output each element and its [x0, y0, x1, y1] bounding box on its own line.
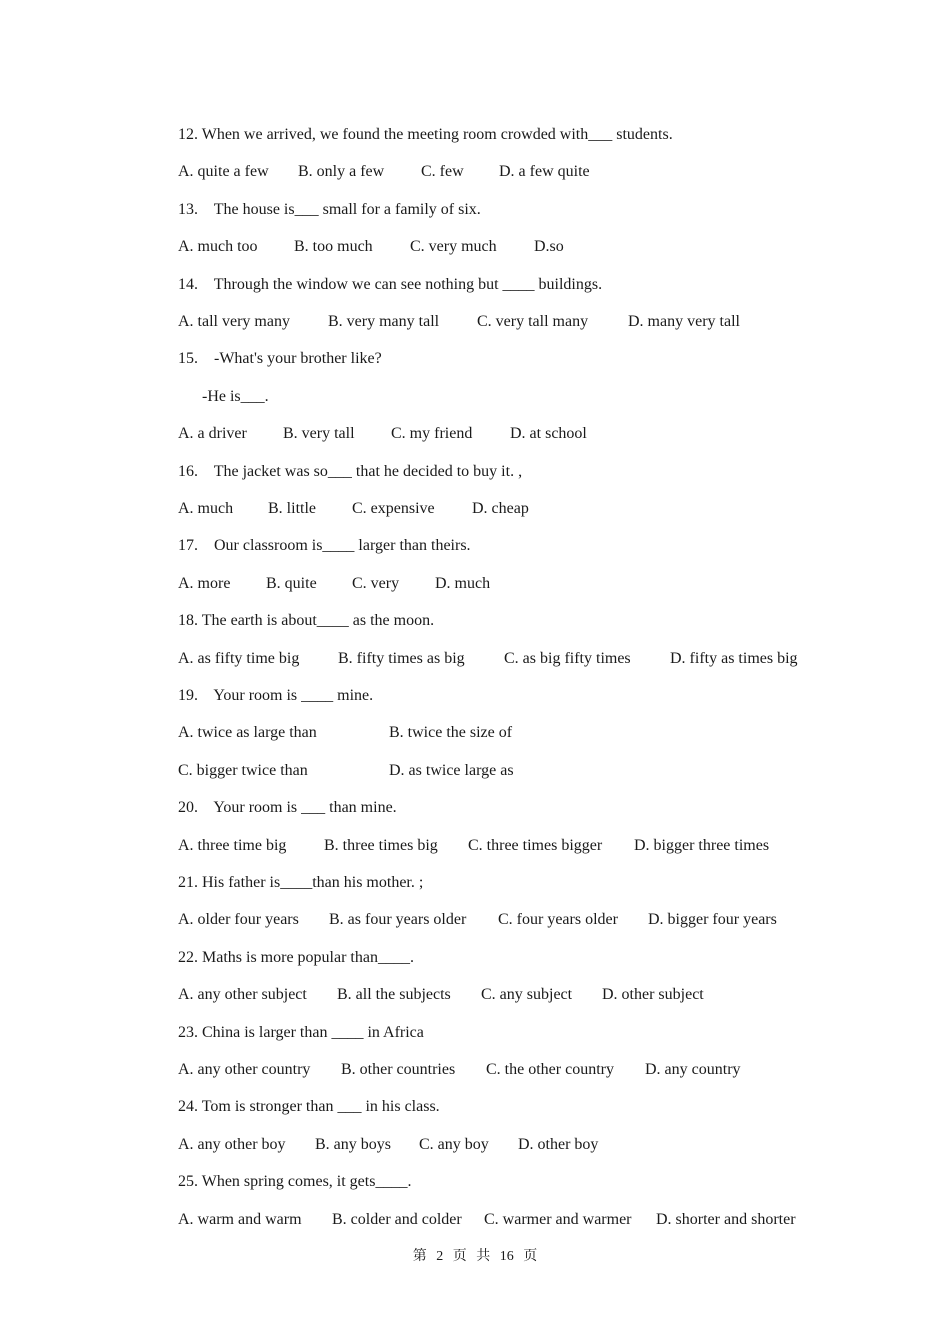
answer-option: D. shorter and shorter: [656, 1210, 796, 1228]
answer-option: C. warmer and warmer: [484, 1210, 632, 1228]
answer-option: A. older four years: [178, 911, 299, 929]
answer-option: D. at school: [510, 425, 587, 443]
answer-option: A. warm and warm: [178, 1210, 302, 1228]
answer-option: A. much: [178, 500, 234, 517]
answer-option: A. as fifty time big: [178, 649, 300, 667]
answer-option: A. twice as large than: [178, 724, 317, 742]
answer-option: C. very tall many: [477, 313, 589, 330]
answer-option: D. any country: [645, 1061, 741, 1078]
answer-option: C. as big fifty times: [504, 649, 631, 667]
question-text: 14. Through the window we can see nothing but ____ buildings.: [178, 275, 603, 293]
answer-option: B. all the subjects: [337, 986, 451, 1004]
answer-option: B. fifty times as big: [338, 649, 465, 667]
answer-option: D.so: [534, 238, 564, 256]
answer-option: D. other boy: [518, 1135, 599, 1153]
footer-gong: 共: [476, 1249, 491, 1264]
answer-option: A. quite a few: [178, 163, 269, 181]
answer-option: B. very tall: [283, 425, 355, 443]
question-text: 20. Your room is ___ than mine.: [178, 799, 397, 817]
answer-option: C. any boy: [419, 1135, 489, 1153]
question-text: 17. Our classroom is____ larger than theirs.: [178, 537, 471, 555]
answer-option: A. much too: [178, 238, 258, 256]
answer-option: C. very: [352, 574, 400, 592]
answer-option: B. very many tall: [328, 313, 440, 330]
answer-option: D. bigger three times: [634, 836, 770, 854]
question-text: 19. Your room is ____ mine.: [178, 687, 374, 704]
question-text: 23. China is larger than ____ in Africa: [178, 1023, 424, 1041]
answer-option: A. any other subject: [178, 986, 307, 1004]
answer-option: D. much: [435, 574, 491, 592]
answer-option: B. any boys: [315, 1135, 391, 1153]
answer-option: C. the other country: [486, 1061, 614, 1078]
answer-option: B. quite: [266, 574, 317, 592]
question-text: 12. When we arrived, we found the meeting room crowded with___ students.: [178, 126, 673, 143]
answer-option: B. only a few: [298, 163, 385, 181]
answer-option: C. any subject: [481, 986, 573, 1004]
answer-option: C. three times bigger: [468, 836, 603, 854]
answer-option: C. my friend: [391, 425, 473, 443]
answer-option: A. any other boy: [178, 1135, 286, 1153]
question-text: 13. The house is___ small for a family of six.: [178, 200, 481, 218]
question-text: 24. Tom is stronger than ___ in his class.: [178, 1098, 440, 1116]
answer-option: A. three time big: [178, 836, 287, 854]
answer-option: C. few: [421, 163, 464, 181]
answer-option: B. too much: [294, 238, 373, 256]
answer-option: C. very much: [410, 238, 497, 256]
answer-option: C. four years older: [498, 911, 618, 929]
footer-ye: 页: [452, 1249, 467, 1264]
footer-ye-2: 页: [523, 1249, 538, 1264]
footer-di: 第: [412, 1249, 427, 1264]
answer-option: A. more: [178, 574, 231, 592]
answer-option: D. fifty as times big: [670, 649, 798, 667]
answer-option: B. three times big: [324, 836, 438, 854]
question-text: 15. -What's your brother like?: [178, 350, 382, 368]
answer-option: A. a driver: [178, 425, 247, 443]
footer-total-pages: 16: [499, 1249, 514, 1264]
answer-option: B. other countries: [341, 1061, 456, 1078]
answer-option: B. twice the size of: [389, 724, 513, 742]
question-text: 18. The earth is about____ as the moon.: [178, 612, 435, 630]
answer-option: A. any other country: [178, 1061, 311, 1078]
page-footer: [0, 1247, 950, 1267]
answer-option: B. colder and colder: [332, 1210, 462, 1228]
question-text: -He is___.: [202, 387, 269, 405]
question-text: 21. His father is____than his mother. ;: [178, 874, 424, 891]
question-text: 25. When spring comes, it gets____.: [178, 1173, 412, 1191]
answer-option: A. tall very many: [178, 313, 290, 330]
answer-option: B. little: [268, 500, 316, 517]
answer-option: D. other subject: [602, 986, 704, 1004]
question-text: 16. The jacket was so___ that he decided to buy it. ,: [178, 462, 523, 480]
answer-option: C. expensive: [352, 500, 435, 517]
answer-option: D. as twice large as: [389, 761, 514, 779]
answer-option: B. as four years older: [329, 911, 467, 929]
answer-option: D. a few quite: [499, 163, 590, 181]
footer-page-number: 2: [436, 1249, 444, 1264]
answer-option: D. cheap: [472, 500, 529, 517]
answer-option: C. bigger twice than: [178, 761, 308, 779]
answer-option: D. many very tall: [628, 313, 740, 330]
answer-option: D. bigger four years: [648, 911, 777, 929]
question-text: 22. Maths is more popular than____.: [178, 948, 414, 966]
